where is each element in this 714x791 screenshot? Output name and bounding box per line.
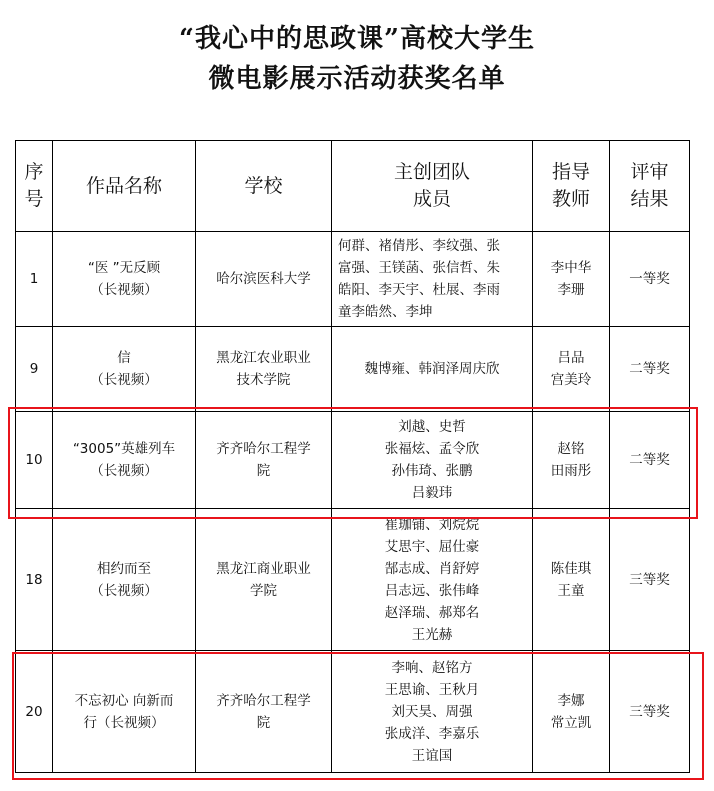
teacher-cell: 李中华 李珊 [533, 232, 610, 327]
seq-cell: 20 [16, 651, 53, 773]
school-cell: 齐齐哈尔工程学 院 [196, 412, 332, 509]
seq-cell: 18 [16, 509, 53, 651]
school-cell: 黑龙江农业职业 技术学院 [196, 327, 332, 412]
members-cell: 刘越、史哲 张福炫、孟令欣 孙伟琦、张鹏 吕毅玮 [332, 412, 533, 509]
header-row [16, 141, 690, 232]
members-cell: 魏博雍、韩润泽周庆欣 [332, 327, 533, 412]
seq-cell: 1 [16, 232, 53, 327]
seq-cell: 10 [16, 412, 53, 509]
work-cell: 信 （长视频） [53, 327, 196, 412]
members-cell: 何群、褚倩彤、李纹强、张 富强、王镁菡、张信哲、朱 皓阳、李天宇、杜展、李雨 童李皓然、李坤 [332, 232, 533, 327]
school-cell: 哈尔滨医科大学 [196, 232, 332, 327]
teacher-cell: 陈佳琪 王童 [533, 509, 610, 651]
table-row [16, 412, 690, 509]
work-cell: “3005”英雄列车 （长视频） [53, 412, 196, 509]
teacher-cell: 吕品 宫美玲 [533, 327, 610, 412]
result-cell: 三等奖 [610, 651, 690, 773]
members-cell: 崔珈铺、刘烷烷 艾思宇、屈仕豪 郜志成、肖舒婷 吕志远、张伟峰 赵泽瑞、郝郑名 王光赫 [332, 509, 533, 651]
header-seq: 序 号 [16, 141, 53, 232]
document-title-line-2: 微电影展示活动获奖名单 [208, 64, 506, 94]
members-cell: 李响、赵铭方 王思谕、王秋月 刘天昊、周强 张成洋、李嘉乐 王谊国 [332, 651, 533, 773]
teacher-cell: 李娜 常立凯 [533, 651, 610, 773]
work-cell: “医 ”无反顾 （长视频） [53, 232, 196, 327]
header-teacher: 指导 教师 [533, 141, 610, 232]
table-row [16, 327, 690, 412]
table-row [16, 651, 690, 773]
header-work: 作品名称 [53, 141, 196, 232]
table-row [16, 509, 690, 651]
header-team: 主创团队 成员 [332, 141, 533, 232]
document-title-line-1: “我心中的思政课”高校大学生 [179, 24, 535, 54]
result-cell: 三等奖 [610, 509, 690, 651]
result-cell: 二等奖 [610, 327, 690, 412]
header-school: 学校 [196, 141, 332, 232]
school-cell: 齐齐哈尔工程学 院 [196, 651, 332, 773]
teacher-cell: 赵铭 田雨彤 [533, 412, 610, 509]
seq-cell: 9 [16, 327, 53, 412]
result-cell: 二等奖 [610, 412, 690, 509]
work-cell: 不忘初心 向新而 行（长视频） [53, 651, 196, 773]
school-cell: 黑龙江商业职业 学院 [196, 509, 332, 651]
header-result: 评审 结果 [610, 141, 690, 232]
result-cell: 一等奖 [610, 232, 690, 327]
table-row [16, 232, 690, 327]
work-cell: 相约而至 （长视频） [53, 509, 196, 651]
award-list-table [15, 140, 690, 773]
